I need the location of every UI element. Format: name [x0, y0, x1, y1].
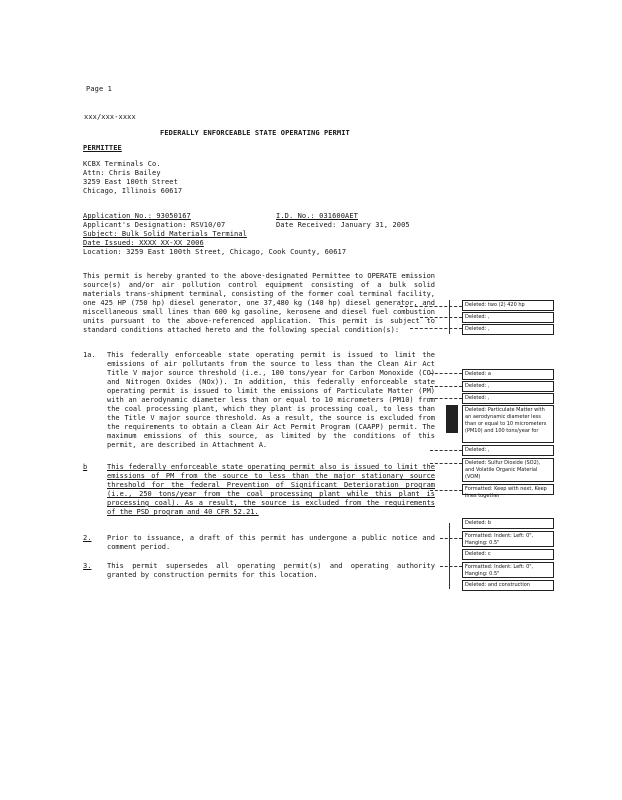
- margin-bar: [449, 300, 450, 334]
- date-received: Date Received: January 31, 2005: [276, 221, 410, 229]
- comment-connector: [430, 373, 462, 374]
- comment-balloon: Deleted: Particulate Matter with an aerodynamic diameter less than or equal to 10 micrometers (PM10) and 100 tons/year for: [462, 405, 554, 443]
- comment-connector: [430, 398, 462, 399]
- comment-balloon: Deleted: ,: [462, 393, 554, 404]
- comment-balloon: Deleted: c: [462, 549, 554, 560]
- location: Location: 3259 East 100th Street, Chicago, Cook County, 60617: [83, 248, 347, 256]
- comment-connector: [420, 317, 462, 318]
- comment-balloon: Deleted: b: [462, 518, 554, 529]
- intro-paragraph: This permit is hereby granted to the above-designated Permittee to OPERATE emission source(s) and/or air pollution control equipment consisting of a bulk solid materials trans-shipment terminal, consisting of the former coal terminal facility, one 425 HP (750 hp) diesel generator, one 37,480 kg (140 hp) diesel generator, and miscellaneous small lines than 600 kg gasoline, kerosene and diesel fuel combustion units pursuant to the above-referenced application. This permit is subject to standard conditions attached hereto and the following special condition(s):: [83, 272, 435, 334]
- comment-balloon: Deleted: ,: [462, 312, 554, 323]
- permittee-name: KCBX Terminals Co.: [83, 160, 161, 168]
- id-number: I.D. No.: 031600AET: [276, 212, 358, 220]
- comment-balloon: Formatted: Indent: Left: 0", Hanging: 0.5": [462, 531, 554, 547]
- date-issued: Date Issued: XXXX XX-XX 2006: [83, 239, 204, 247]
- applicant-designation: Applicant's Designation: RSV10/07: [83, 221, 226, 229]
- comment-connector: [430, 386, 462, 387]
- page-number: Page 1: [86, 85, 112, 93]
- permittee-city: Chicago, Illinois 60617: [83, 187, 183, 195]
- permittee-heading: PERMITTEE: [83, 144, 122, 152]
- comment-balloon: Deleted: Sulfur Dioxide (SO2), and Volatile Organic Material (VOM): [462, 458, 554, 482]
- comment-connector: [440, 538, 462, 539]
- comment-balloon: Deleted: and construction: [462, 580, 554, 591]
- document-title: FEDERALLY ENFORCEABLE STATE OPERATING PERMIT: [160, 129, 350, 137]
- comment-connector: [430, 463, 462, 464]
- item-text-3: This permit supersedes all operating permit(s) and operating authority granted by construction permits for this location.: [107, 562, 435, 579]
- comment-connector: [430, 450, 462, 451]
- comment-balloon: Deleted: ,: [462, 381, 554, 392]
- document-id: xxx/xxx-xxxx: [84, 113, 136, 121]
- item-text-1a: This federally enforceable state operating permit is issued to limit the emissions of air pollutants from the source to less than the Clean Air Act Title V major source threshold (i.e., 100 tons/year for Carbon Monoxide (CO) and Nitrogen Oxides (NOx)). In addition, this federally enforceable state operating permit is issued to limit the emissions of Particulate Matter (PM) with an aerodynamic diameter less than or equal to 10 micrometers (PM10) from the coal processing plant, which they plant is processing coal, to less than the Title V major source threshold. As a result, the source is excluded from the requirements to obtain a Clean Air Act Permit Program (CAAPP) permit. The maximum emissions of this source, as limited by the conditions of this permit, are described in Attachment A.: [107, 351, 435, 449]
- comment-balloon: Deleted: ,: [462, 445, 554, 456]
- item-text-2: Prior to issuance, a draft of this permit has undergone a public notice and comment period.: [107, 534, 435, 551]
- comment-balloon: Deleted: a: [462, 369, 554, 380]
- margin-bar: [449, 523, 450, 589]
- comment-connector: [430, 490, 462, 491]
- permittee-attn: Attn: Chris Bailey: [83, 169, 161, 177]
- comment-balloon: Deleted: two (2) 420 hp: [462, 300, 554, 311]
- comment-balloon: Formatted: Keep with next, Keep lines together: [462, 484, 554, 495]
- permittee-street: 3259 East 100th Street: [83, 178, 178, 186]
- item-text-b: This federally enforceable state operating permit also is issued to limit the emissions of PM from the source to less than the major stationary source threshold for the federal Prevention of Significant Deterioration program (i.e., 250 tons/year from the coal processing plant while this plant is processing coal). As a result, the source is excluded from the requirements of the PSD program and 40 CFR 52.21.: [107, 463, 435, 516]
- item-number-b: b: [83, 463, 88, 471]
- comment-connector: [400, 306, 462, 307]
- comment-balloon: Deleted: ,: [462, 324, 554, 335]
- comment-connector: [440, 566, 462, 567]
- comment-connector: [410, 328, 462, 329]
- comment-balloon: Formatted: Indent: Left: 0", Hanging: 0.5": [462, 562, 554, 578]
- item-number-3: 3.: [83, 562, 92, 570]
- subject: Subject: Bulk Solid Materials Terminal: [83, 230, 247, 238]
- item-number-1a: 1a.: [83, 351, 96, 359]
- application-number: Application No.: 93050167: [83, 212, 191, 220]
- item-number-2: 2.: [83, 534, 92, 542]
- change-marker: [446, 405, 458, 433]
